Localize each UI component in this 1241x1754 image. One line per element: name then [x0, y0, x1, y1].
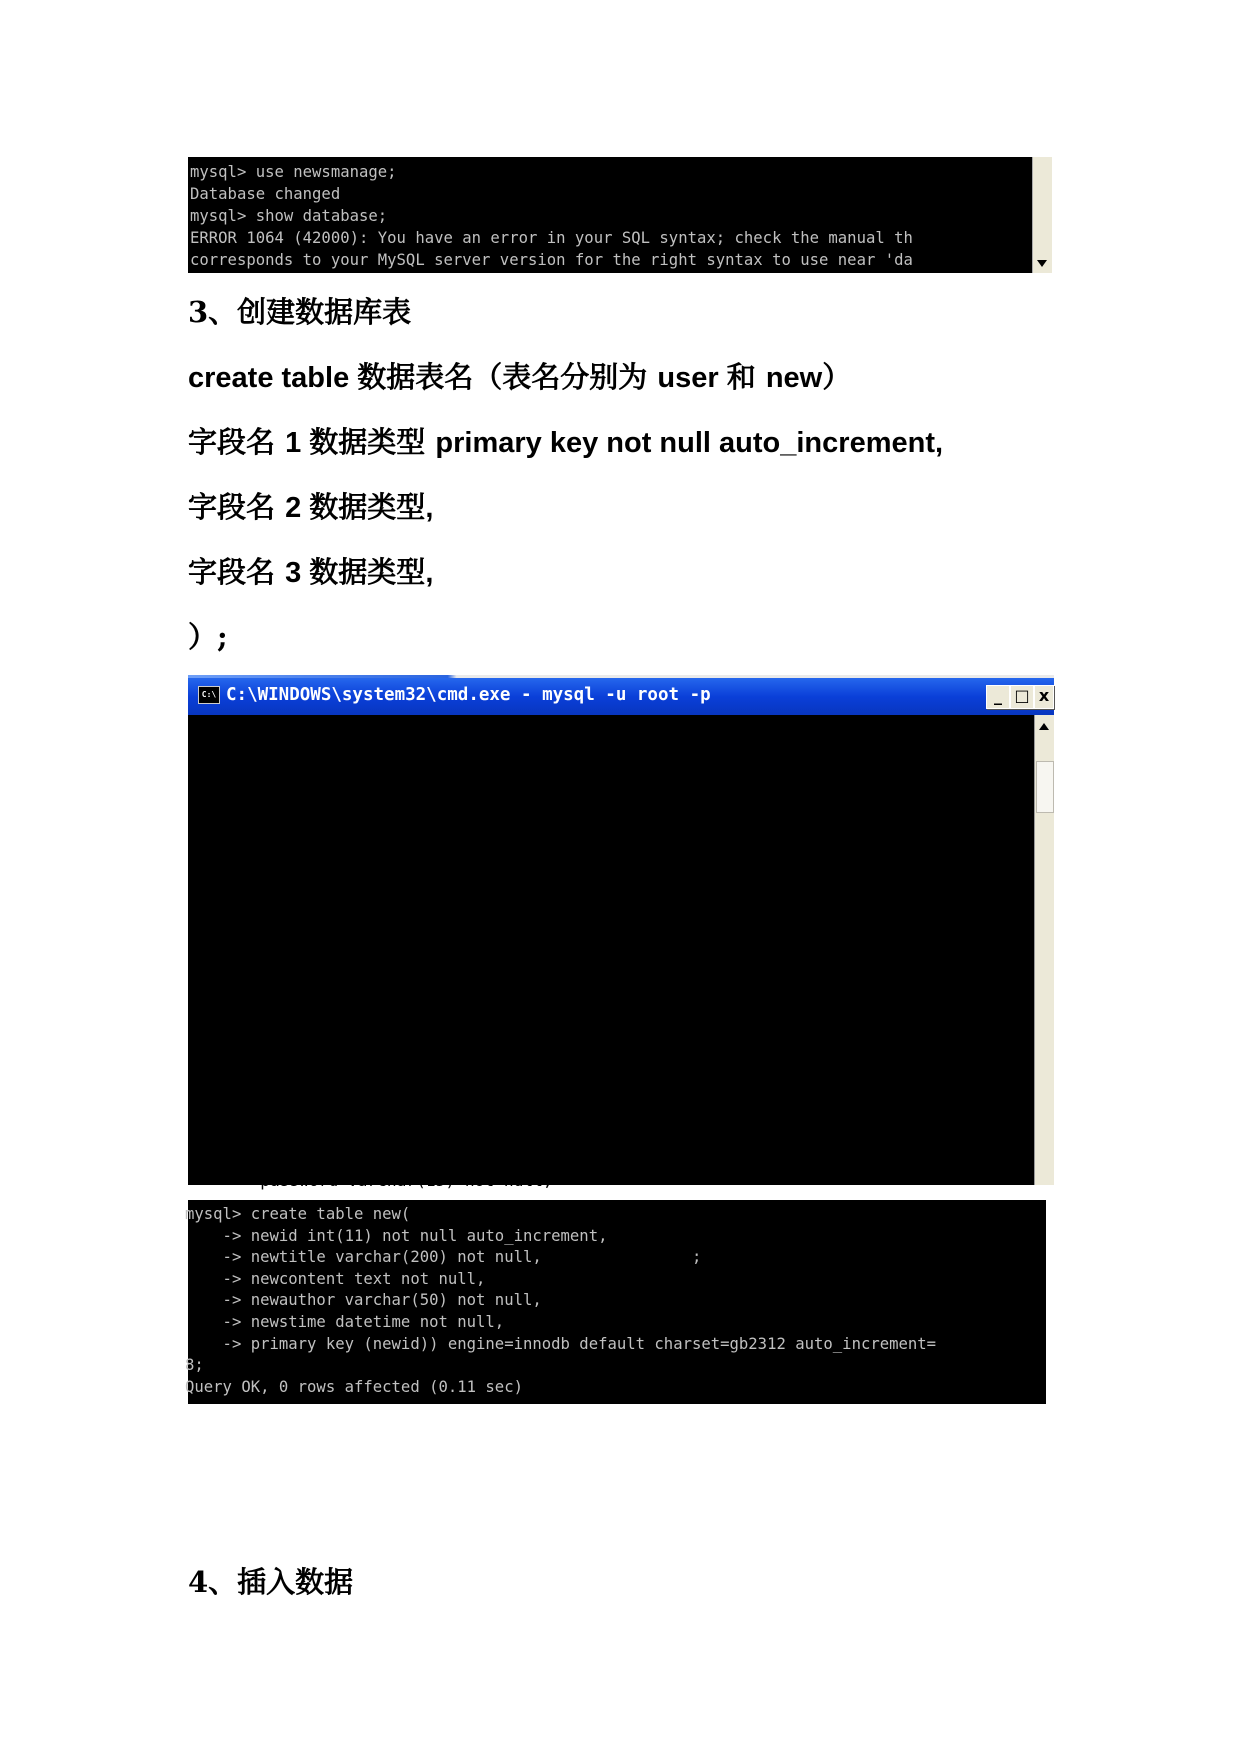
maximize-button[interactable]: □ [1010, 685, 1034, 709]
line-end: , [425, 557, 434, 589]
data-type-label: 数据类型 [309, 490, 426, 524]
close-button[interactable]: x [1034, 685, 1054, 709]
cmd-console-output: Database changed mysql> show database; ERROR 1064 (42000): You have an error in your SQL syntax; check the manual th corresponds to your MySQL server version for the right syntax to use near 'da ase' at line 1 mysql> show databases; +--------------------+ | Database | +--------------------+ | information_schema | | mysql | | newsmanage | | performance_schema | | phpmyadmin | +--------------------+ 5 rows in set (0.00 sec) mysql> create table user( -> id int (11) not null auto-increment, -> name varchar(15) not null, -> password varchar(15) not null, [192, 735, 943, 1191]
cmd-app-icon[interactable]: C:\ [198, 686, 220, 704]
window-top-edge [188, 675, 1054, 678]
terminal-screenshot-1 [188, 157, 1052, 273]
syntax-new: new [765, 362, 823, 394]
syntax-line-3 [188, 485, 433, 526]
minimize-button[interactable]: _ [986, 685, 1010, 709]
vertical-scrollbar[interactable] [1032, 157, 1052, 273]
data-type-label: 数据类型 [309, 425, 436, 459]
terminal-output-1: mysql> use newsmanage; Database changed mysql> show database; ERROR 1064 (42000): You have an error in your SQL syntax; check the manual th corresponds to your MySQL server version for the right syntax to use near 'da [190, 163, 913, 269]
field-name-label: 字段名 [188, 490, 286, 524]
field-name-label: 字段名 [188, 555, 286, 589]
line-end: , [425, 492, 434, 524]
cmd-window [188, 675, 1054, 1191]
window-title: C:\WINDOWS\system32\cmd.exe - mysql -u root -p [226, 685, 711, 705]
scroll-up-icon[interactable] [1039, 723, 1049, 730]
syntax-user: user [657, 362, 727, 394]
syntax-line-4 [188, 550, 433, 591]
syntax-line-5: ）; [188, 620, 228, 654]
field-number: 2 [285, 492, 310, 524]
field-constraints: primary key not null auto_increment, [435, 427, 944, 459]
field-name-label: 字段名 [188, 425, 286, 459]
vertical-scrollbar[interactable] [1034, 715, 1054, 1185]
syntax-code: create table [188, 362, 358, 394]
data-type-label: 数据类型 [309, 555, 426, 589]
section-3-heading: 3、创建数据库表 [188, 295, 412, 329]
field-number: 3 [285, 557, 310, 589]
terminal-screenshot-3 [185, 1200, 1046, 1404]
terminal-output-3: mysql> create table new( -> newid int(11) not null auto_increment, -> newtitle varchar(200) not null, ; -> newcontent text not null, -> newauthor varchar(50) not null, -> newstime datetime not null, -> primary key (newid)) engine=innodb default charset=gb2312 auto_increment= 8; Query OK, 0 rows affected (0.11 sec) [185, 1205, 937, 1396]
title-bar[interactable] [188, 675, 1054, 715]
syntax-and: 和 [726, 360, 766, 394]
syntax-line-2 [188, 420, 943, 461]
syntax-close: ） [822, 360, 852, 394]
section-4-heading: 4、插入数据 [188, 1565, 354, 1599]
scrollbar-thumb[interactable] [1036, 761, 1054, 813]
syntax-cn: 数据表名（表名分别为 [357, 360, 658, 394]
field-number: 1 [285, 427, 310, 459]
syntax-line-1 [188, 355, 851, 396]
scroll-down-icon[interactable] [1037, 260, 1047, 267]
